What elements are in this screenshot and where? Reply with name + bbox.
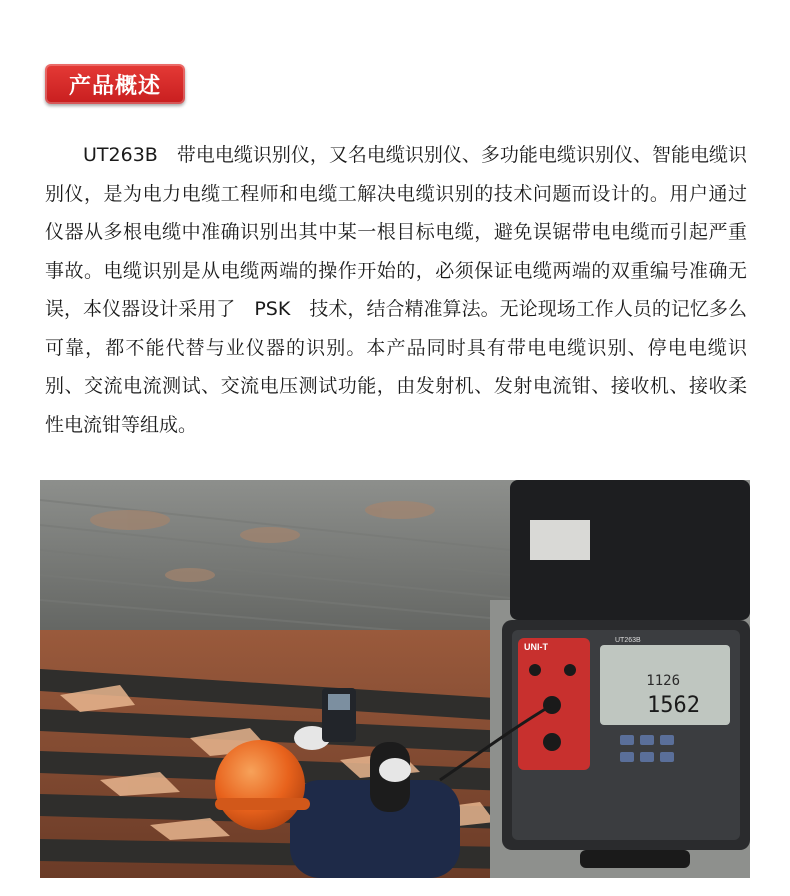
field-scene-illustration [40, 480, 750, 878]
model-label: UT263B [615, 637, 641, 644]
product-photo [40, 480, 750, 878]
lcd-readout-2: 1562 [647, 693, 700, 718]
lcd-readout-1: 1126 [646, 673, 680, 689]
hard-hat [215, 740, 305, 830]
brand-label: UNI-T [524, 642, 548, 652]
section-title-badge: 产品概述 [45, 64, 185, 104]
product-description: UT263B 带电电缆识别仪，又名电缆识别仪、多功能电缆识别仪、智能电缆识别仪，是为电力电缆工程师和电缆工解决电缆识别的技术问题而设计的。用户通过仪器从多根电缆中准确识别出其中某一根目标电缆，避免误锯带电电缆而引起严重事故。电缆识别是从电缆两端的操作开始的，必须保证电缆两端的双重编号准确无误，本仪器设计采用了 PSK 技术，结合精准算法。无论现场工作人员的记忆多么可靠，都不能代替与业仪器的识别。本产品同时具有带电电缆识别、停电电缆识别、交流电流测试、交流电压测试功能，由发射机、发射电流钳、接收机、接收柔性电流钳等组成。 [45, 144, 747, 436]
